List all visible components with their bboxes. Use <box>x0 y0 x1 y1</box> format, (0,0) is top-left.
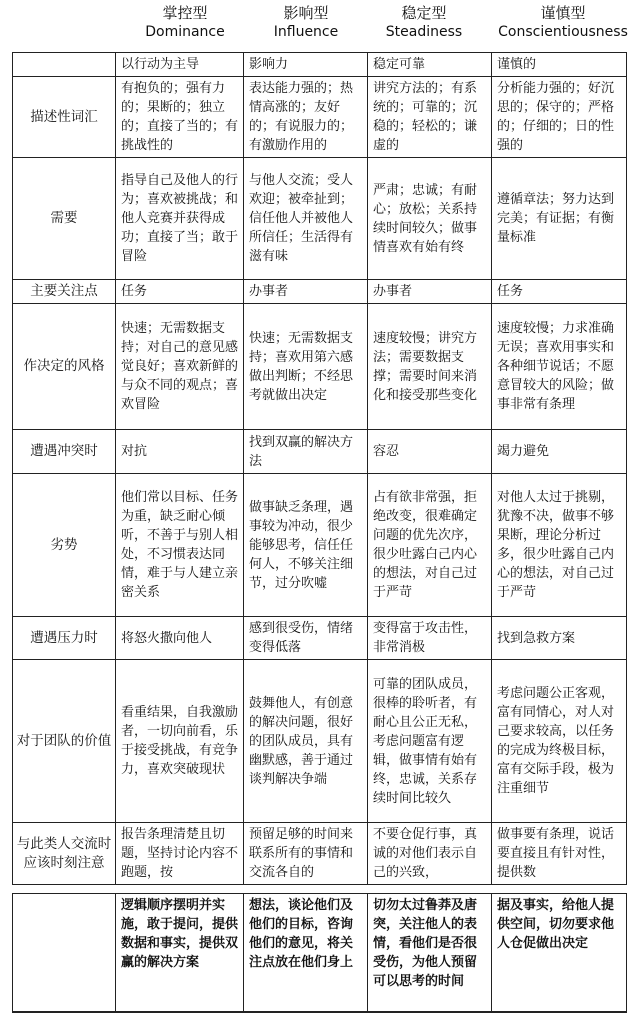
cell-dominance: 任务 <box>116 280 244 304</box>
cell-influence: 感到很受伤，情绪变得低落 <box>244 617 368 660</box>
header-conscientiousness-en: Conscientiousness <box>498 24 628 40</box>
cell-conscientiousness: 考虑问题公正客观，富有同情心，对人对己要求较高，以任务的完成为终极目标，富有交际手段，极为注重细节 <box>492 660 627 823</box>
cell-steadiness: 办事者 <box>368 280 492 304</box>
cell-dominance: 报告条理清楚且切题，坚持讨论内容不跑题，按 <box>116 823 244 885</box>
header-conscientiousness <box>488 4 638 42</box>
table-row-team-value <box>13 660 627 823</box>
header-influence <box>246 4 366 42</box>
cell-conscientiousness: 任务 <box>492 280 627 304</box>
table-row-under-stress <box>13 617 627 660</box>
cell-dominance: 看重结果，自我激励者，一切向前看，乐于接受挑战，有竞争力，喜欢突破现状 <box>116 660 244 823</box>
header-dominance-cn: 掌控型 <box>162 4 208 22</box>
cell-influence: 鼓舞他人，有创意的解决问题，很好的团队成员，具有幽默感，善于通过谈判解决争端 <box>244 660 368 823</box>
table-row-weakness <box>13 474 627 617</box>
table-row-decision-style <box>13 304 627 430</box>
cell-steadiness: 切勿太过鲁莽及唐突，关注他人的表情，看他们是否很受伤，为他人预留可以思考的时间 <box>368 894 492 1012</box>
cell-steadiness: 可靠的团队成员，很棒的聆听者，有耐心且公正无私，考虑问题富有逻辑，做事情有始有终，忠诚，关系存续时间比较久 <box>368 660 492 823</box>
cell-dominance: 有抱负的；强有力的；果断的；独立的；直接了当的；有挑战性的 <box>116 77 244 158</box>
cell-dominance: 将怒火撒向他人 <box>116 617 244 660</box>
cell-steadiness: 稳定可靠 <box>368 53 492 77</box>
cell-steadiness: 不要仓促行事，真诚的对他们表示自己的兴致， <box>368 823 492 885</box>
row-label: 需要 <box>13 158 116 280</box>
cell-influence: 想法，谈论他们及他们的目标，咨询他们的意见，将关注点放在他们身上 <box>244 894 368 1012</box>
cell-influence: 预留足够的时间来联系所有的事情和交流各自的 <box>244 823 368 885</box>
row-label: 遭遇压力时 <box>13 617 116 660</box>
row-label: 主要关注点 <box>13 280 116 304</box>
cell-conscientiousness: 据及事实，给他人提供空间，切勿要求他人仓促做出决定 <box>492 894 627 1012</box>
table-row-focus <box>13 280 627 304</box>
table-row-conflict <box>13 430 627 474</box>
cell-influence: 与他人交流；受人欢迎；被牵扯到；信任他人并被他人所信任；生活得有滋有味 <box>244 158 368 280</box>
cell-dominance: 逻辑顺序摆明并实施，敢于提问，提供数据和事实，提供双赢的解决方案 <box>116 894 244 1012</box>
header-steadiness <box>364 4 484 42</box>
cell-dominance: 以行动为主导 <box>116 53 244 77</box>
cell-influence: 影响力 <box>244 53 368 77</box>
cell-conscientiousness: 做事要有条理，说话要直接且有针对性，提供数 <box>492 823 627 885</box>
cell-conscientiousness: 谨慎的 <box>492 53 627 77</box>
cell-influence: 表达能力强的；热情高涨的；友好的；有说服力的；有激励作用的 <box>244 77 368 158</box>
header-conscientiousness-cn: 谨慎型 <box>540 4 586 22</box>
row-label: 遭遇冲突时 <box>13 430 116 474</box>
header-steadiness-en: Steadiness <box>385 24 463 40</box>
header-dominance <box>130 4 240 42</box>
table-row-needs <box>13 158 627 280</box>
row-label: 对于团队的价值 <box>13 660 116 823</box>
cell-dominance: 对抗 <box>116 430 244 474</box>
cell-influence: 办事者 <box>244 280 368 304</box>
cell-conscientiousness: 遵循章法；努力达到完美；有证据；有衡量标准 <box>492 158 627 280</box>
cell-conscientiousness: 竭力避免 <box>492 430 627 474</box>
cell-influence: 快速；无需数据支持；喜欢用第六感做出判断；不经思考就做出决定 <box>244 304 368 430</box>
cell-conscientiousness: 分析能力强的；好沉思的；保守的；严格的；仔细的；日的性强的 <box>492 77 627 158</box>
row-label <box>13 894 116 1012</box>
row-label: 劣势 <box>13 474 116 617</box>
cell-steadiness: 速度较慢；讲究方法；需要数据支撑；需要时间来消化和接受那些变化 <box>368 304 492 430</box>
disc-comparison-table <box>12 52 627 1013</box>
header-steadiness-cn: 稳定型 <box>401 4 447 22</box>
column-header-bar <box>0 0 640 52</box>
cell-conscientiousness: 找到急救方案 <box>492 617 627 660</box>
cell-steadiness: 容忍 <box>368 430 492 474</box>
cell-conscientiousness: 速度较慢；力求准确无误；喜欢用事实和各种细节说话；不愿意冒较大的风险；做事非常有条理 <box>492 304 627 430</box>
page-break-cell <box>13 885 627 894</box>
table-row-communication-tips-continued <box>13 894 627 1012</box>
page-break-gap <box>13 885 627 894</box>
header-influence-cn: 影响型 <box>283 4 329 22</box>
header-influence-en: Influence <box>273 24 339 40</box>
cell-dominance: 快速；无需数据支持；对自己的意见感觉良好；喜欢新鲜的与众不同的观点；喜欢冒险 <box>116 304 244 430</box>
cell-dominance: 他们常以目标、任务为重，缺乏耐心倾听，不善于与别人相处，不习惯表达同情，难于与人建立亲密关系 <box>116 474 244 617</box>
row-label: 与此类人交流时应该时刻注意 <box>13 823 116 885</box>
cell-influence: 做事缺乏条理，遇事较为冲动，很少能够思考，信任任何人，不够关注细节，过分吹嘘 <box>244 474 368 617</box>
table-row-trait <box>13 53 627 77</box>
table-row-communication-tips <box>13 823 627 885</box>
row-label <box>13 53 116 77</box>
cell-dominance: 指导自己及他人的行为；喜欢被挑战；和他人竞赛并获得成功；直接了当；敢于冒险 <box>116 158 244 280</box>
cell-steadiness: 占有欲非常强，拒绝改变，很难确定问题的优先次序，很少吐露白己内心的想法，对自己过于严苛 <box>368 474 492 617</box>
cell-steadiness: 讲究方法的；有系统的；可靠的；沉稳的；轻松的；谦虚的 <box>368 77 492 158</box>
header-dominance-en: Dominance <box>145 24 225 40</box>
cell-steadiness: 严肃；忠诚；有耐心；放松；关系持续时间较久；做事情喜欢有始有终 <box>368 158 492 280</box>
table-row-descriptors <box>13 77 627 158</box>
row-label: 描述性词汇 <box>13 77 116 158</box>
row-label: 作决定的风格 <box>13 304 116 430</box>
cell-conscientiousness: 对他人太过于挑剔，犹豫不决，做事不够果断，理论分析过多，很少吐露自己内心的想法，对自己过于严苛 <box>492 474 627 617</box>
cell-steadiness: 变得富于攻击性，非常消极 <box>368 617 492 660</box>
cell-influence: 找到双赢的解决方法 <box>244 430 368 474</box>
